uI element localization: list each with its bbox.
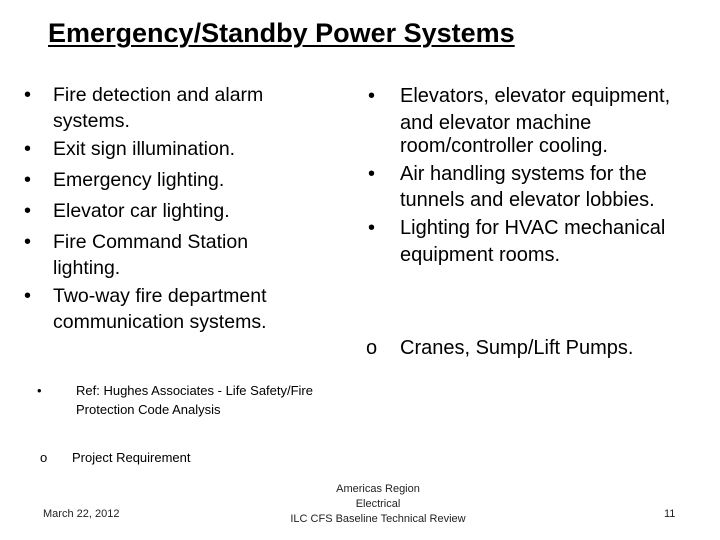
bullet-line: and elevator machine: [400, 111, 592, 134]
right-bullet-list: [366, 81, 716, 268]
footer-line: ILC CFS Baseline Technical Review: [290, 513, 466, 525]
reference-line: Protection Code Analysis: [76, 402, 221, 417]
list-item: [366, 81, 716, 159]
list-item: [22, 165, 322, 196]
bullet-line: Air handling systems for the: [400, 162, 647, 185]
bullet-line: room/controller cooling.: [400, 134, 608, 157]
bullet-line: tunnels and elevator lobbies.: [400, 189, 655, 211]
bullet-icon: •: [368, 85, 376, 107]
bullet-line: Elevator car lighting.: [53, 200, 230, 222]
bullet-line: Emergency lighting.: [53, 169, 225, 191]
circle-bullet-icon: o: [40, 450, 48, 465]
list-item: [22, 80, 322, 134]
bullet-line: Two-way fire department: [53, 285, 267, 307]
bullet-icon: •: [368, 162, 376, 185]
bullet-line: Fire detection and alarm: [53, 84, 264, 106]
circle-list-item: [366, 333, 633, 364]
bullet-icon: •: [24, 169, 32, 191]
bullet-line: Exit sign illumination.: [53, 138, 236, 160]
bullet-icon: •: [24, 285, 32, 307]
footer-date: March 22, 2012: [43, 508, 120, 520]
list-item: [22, 281, 322, 335]
bullet-line: Fire Command Station: [53, 231, 249, 253]
bullet-line: Elevators, elevator equipment,: [400, 85, 671, 107]
list-item: [22, 196, 322, 227]
requirement-note: [40, 448, 191, 467]
left-bullet-list: [22, 80, 322, 335]
bullet-line: lighting.: [53, 257, 121, 279]
bullet-line: communication systems.: [53, 311, 267, 333]
reference-line: Ref: Hughes Associates - Life Safety/Fire: [76, 383, 313, 398]
list-item: [22, 134, 322, 165]
bullet-icon: •: [37, 383, 42, 398]
bullet-icon: •: [24, 200, 32, 222]
slide-title: Emergency/Standby Power Systems: [48, 18, 515, 48]
footer-center: [280, 482, 476, 527]
bullet-line: Lighting for HVAC mechanical: [400, 217, 666, 239]
bullet-icon: •: [24, 231, 32, 253]
list-item: [366, 159, 716, 214]
bullet-line: systems.: [53, 110, 130, 132]
bullet-icon: •: [24, 84, 32, 106]
list-item: [366, 213, 716, 268]
circle-item-text: Cranes, Sump/Lift Pumps.: [400, 337, 634, 359]
list-item: [22, 227, 322, 281]
circle-bullet-icon: o: [366, 337, 378, 359]
bullet-icon: •: [368, 217, 376, 239]
page-number: 11: [664, 508, 676, 520]
bullet-line: equipment rooms.: [400, 243, 561, 266]
footer-line: Electrical: [355, 498, 401, 510]
requirement-text: Project Requirement: [72, 450, 191, 465]
reference-note: [37, 381, 406, 419]
bullet-icon: •: [24, 138, 32, 160]
footer-line: Americas Region: [336, 483, 420, 495]
